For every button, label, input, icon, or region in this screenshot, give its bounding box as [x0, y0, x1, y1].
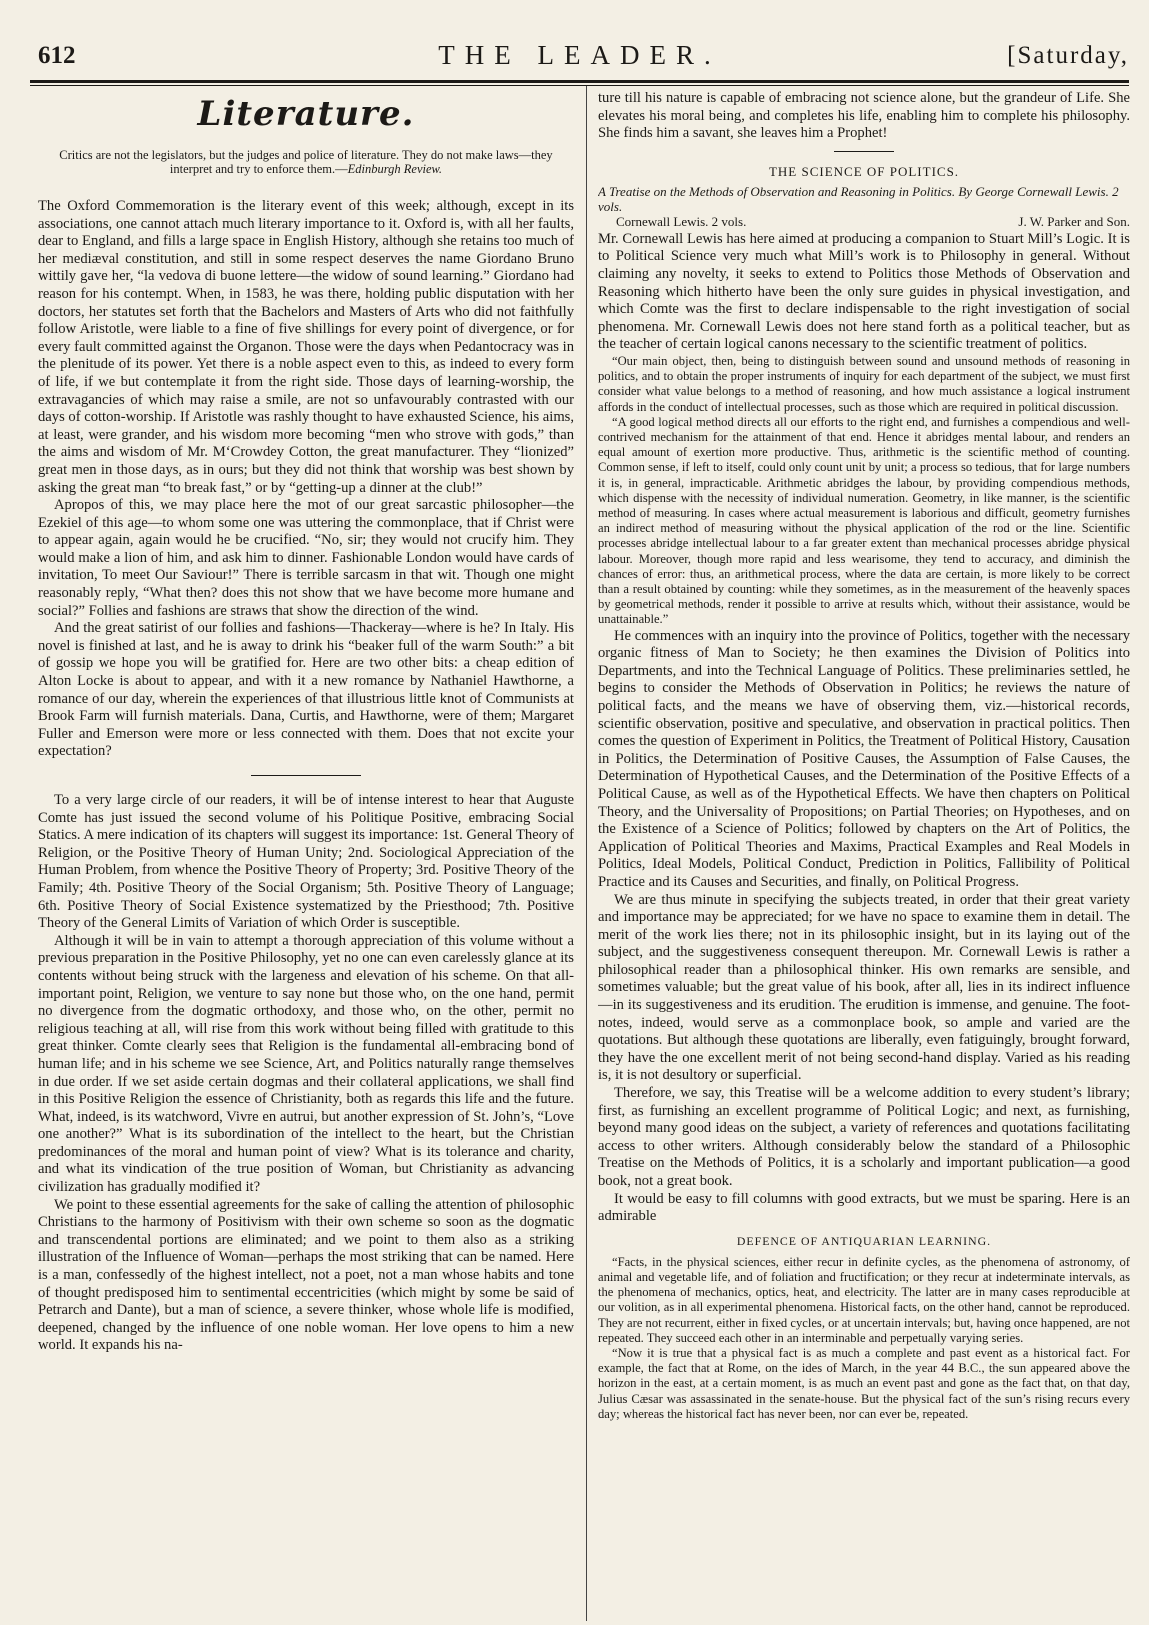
section-separator	[834, 151, 894, 152]
masthead-rule-thin	[30, 85, 1129, 86]
masthead-rule-thick	[30, 80, 1129, 83]
book-publication-line	[598, 214, 1130, 229]
extract-paragraph: “Now it is true that a physical fact is as much a complete and past event as a historical fact. For example, the fact that at Rome, on the ides of March, in the year 44 B.C., the sun appeared above the horizon in the east, at a certain moment, is as much an event past and gone as the fact that, on that day, Julius Cæsar was assassinated in the senate-house. But the physical fact of the sun’s rising recurs every day; whereas the historical fact has never been, nor can ever be, repeated.	[598, 1346, 1130, 1421]
masthead	[30, 36, 1129, 80]
extract-heading: DEFENCE OF ANTIQUARIAN LEARNING.	[736, 1233, 992, 1248]
book-publisher: J. W. Parker and Son.	[1018, 213, 1130, 229]
review-paragraph: It would be easy to fill columns with good extracts, but we must be sparing. Here is an admirable	[598, 1190, 1130, 1225]
review-paragraph: Therefore, we say, this Treatise will be a welcome addition to every student’s library; first, as furnishing an excellent programme of Political Logic; and next, as furnishing, beyond many good ideas on the subject, a variety of references and quotations facilitating access to other writers. Although considerably below the standard of a Philosophic Treatise on the Methods of Politics, it is a scholarly and important publication—a good book, not a great book.	[598, 1085, 1130, 1189]
review-quote: “A good logical method directs all our efforts to the right end, and furnishes a compendious and well-contrived mechanism for the attainment of that end. Hence it abridges mental labour, and renders an equal amount of exertion more productive. Thus, arithmetic is the scientific method of counting. Common sense, if left to itself, could only count unit by unit; a process so tedious, that for large numbers it is, in general, impracticable. Arithmetic abridges the labour, by providing compendious methods, which dispense with the necessity of individual numeration. Geometry, in like manner, is the scientific method of measuring. In cases where actual measurement is laborious and difficult, geometry furnishes an indirect method of measuring without the physical application of the rod or the line. Scientific processes abridge intellectual labour to a far greater extent than mechanical processes abridge physical labour. Moreover, though more rapid and less wearisome, they tend to accuracy, and diminish the chances of error: thus, an arithmetical process, where the data are certain, is more likely to be correct than a result obtained by counting: while they sometimes, as in the measurement of the heavenly spaces by geometrical methods, render it possible to arrive at results which, without their assistance, would be unattainable.”	[598, 414, 1130, 627]
extract-paragraph: “Facts, in the physical sciences, either recur in definite cycles, as the phenomena of astronomy, of animal and vegetable life, and of foliation and fructification; or they recur at indeterminate intervals, as the phenomena of mechanics, optics, heat, and electricity. The latter are in many cases reproducible at our volition, as in all experimental phenomena. Historical facts, on the other hand, cannot be reproduced. They are not recurrent, either in fixed cycles, or at uncertain intervals; but, having once happened, are not repeated. They succeed each other in an interminable and perpetually varying series.	[598, 1254, 1130, 1345]
epigraph	[50, 148, 562, 176]
review-paragraph: He commences with an inquiry into the province of Politics, together with the necessary organic fitness of Man to Society; he then examines the Division of Politics into Departments, and into the Technical Language of Politics. These preliminaries settled, he begins to consider the Methods of Observation in Politics; he reviews the nature of political facts, and the means we have of observing them, viz.—historical records, scientific observation, positive and speculative, and observation in practical politics. Then comes the question of Experiment in Politics, the Treatment of Political History, Causation in Politics, the Determination of Positive Causes, the Assumption of False Causes, the Determination of Hypothetical Causes, and the Determination of the Positive Effects of a Political Cause, as well as of the Hypothetical Effects. We have then chapters on Political Theory, and the Universality of Propositions; on Partial Theories; on Hypotheses, and on the Existence of a Science of Politics; followed by chapters on the Art of Politics, the Application of Political Theories and Maxims, Practical Examples and Real Models in Politics, Ideal Models, Political Conduct, Prediction in Politics, Fallibility of Political Practice and its Causes and Securities, and finally, on Political Progress.	[598, 627, 1130, 890]
book-title: A Treatise on the Methods of Observation and Reasoning in Politics. By George Cornewall Lewis. 2 vols.	[598, 183, 1119, 214]
article-paragraph: We point to these essential agreements for the sake of calling the attention of philosophic Christians to the harmony of Positivism with their own scheme so soon as the dogmatic and transcendental portions are eliminated; and we point to them also as a striking illustration of the Influence of Woman—perhaps the most striking that can be named. Here is a man, confessedly of the highest intellect, not a poet, not a man whose habits and tone of thought predisposed him to sentimental eccentricities (which might by some be said of Petrarch and Dante), but a man of science, a severe thinker, whose whole life is modified, deepened, changed by the influence of one noble woman. Her love opens to him a new world. It expands his na-	[38, 1196, 574, 1354]
epigraph-text: Critics are not the legislators, but the judges and police of literature. They do not make laws—they interpret and try to enforce them.—	[59, 148, 553, 176]
newspaper-title: THE LEADER.	[438, 40, 721, 70]
review-heading: THE SCIENCE OF POLITICS.	[768, 163, 960, 179]
review-paragraph: We are thus minute in specifying the subjects treated, in order that their great variety and importance may be appreciated; for we have no space to examine them in detail. The merit of the work lies there; not in its philosophic insight, but in its laying out of the subject, and the suggestiveness consequent thereupon. Mr. Cornewall Lewis is rather a philosophical reader than a philosophical thinker. His own remarks are sensible, and sometimes valuable; but the great value of his book, after all, lies in its indirect influence—in its suggestiveness and its erudition. The erudition is immense, and genuine. The foot-notes, indeed, would serve as a commonplace book, so ample and varied are the quotations. But although these quotations are liberally, even fatiguingly, brought forward, they have the one excellent merit of not being second-hand display. Varied as his reading is, it is not desultory or superficial.	[598, 891, 1130, 1084]
continued-paragraph: ture till his nature is capable of embracing not science alone, but the grandeur of Life. She elevates his moral being, and completes his life, enabling him to complete his philosophy. She finds him a savant, she leaves him a Prophet!	[598, 90, 1130, 142]
column-divider	[586, 86, 587, 1621]
article-paragraph: The Oxford Commemoration is the literary event of this week; although, except in its associations, one cannot attach much literary importance to it. Oxford is, with all her faults, dear to England, and fills a large space in English History, although she retains too much of her mediæval constitution, and still in some respect deserves the name Giordano Bruno wittily gave her, “la vedova di buone lettere—the widow of sound learning.” Giordano had reason for his contempt. When, in 1583, he was there, holding public disputation with her doctors, her statutes set forth that the Bachelors and Masters of Arts who did not faithfully follow Aristotle, were liable to a fine of five shillings for every point of divergence, or for every fault committed against the Organon. Those were the days when Pedantocracy was in the plenitude of its power. Yet there is a noble aspect even to this, as indeed to every form of life, if we but contemplate it from the right side. Those days of learning-worship, the extravagancies of which may raise a smile, are not so unfavourably contrasted with our days of cotton-worship. If Aristotle was rashly thought to have exhausted Science, his aims, at least, were grander, and his wisdom more becoming “men who strove with gods,” than the aims and wisdom of Mr. M‘Crowdey Cotton, the great manufacturer. They “lionized” great men in those days, as in ours; but they did not think that worship was best shown by asking the great man “to break fast,” or by “getting-up a dinner at the club!”	[38, 198, 574, 496]
left-column	[38, 90, 574, 1622]
article-paragraph: Although it will be in vain to attempt a thorough appreciation of this volume without a previous preparation in the Positive Philosophy, yet no one can even carelessly glance at its contents without being struck with the largeness and elevation of his scheme. On that all-important point, Religion, we venture to say none but those who, on the one hand, permit no divergence from the dogmatic orthodoxy, and those who, on the other, permit no religious teaching at all, will rise from this work without being filled with gratitude to this great thinker. Comte clearly sees that Religion is the fundamental all-embracing bond of human life; and in his scheme we see Science, Art, and Politics naturally range themselves in due order. If we set aside certain dogmas and their collateral applications, we shall find in this Positive Religion the essence of Christianity, both as regards this life and the future. What, indeed, is its watchword, Vivre en autrui, but another expression of St. John’s, “Love one another?” What is its subordination of the intellect to the heart, but the Christian predominances of the moral and human point of view? What is its tolerance and charity, and what its vindication of the true position of Woman, but Christianity as advancing civilization has gradually modified it?	[38, 932, 574, 1196]
article-paragraph: And the great satirist of our follies and fashions—Thackeray—where is he? In Italy. His novel is finished at last, and he is away to drink his “beaker full of the warm South:” a bit of gossip we hope you will be gratified for. Here are two other bits: a cheap edition of Alton Locke is about to appear, and with it a new romance by Nathaniel Hawthorne, a romance of our day, wherein the experiences of that illustrious little knot of Communists at Brook Farm will furnish materials. Dana, Curtis, and Hawthorne, were of them; Margaret Fuller and Emerson were more or less connected with them. Does that not excite your expectation?	[38, 620, 574, 760]
article-paragraph: Apropos of this, we may place here the mot of our great sarcastic philosopher—the Ezekiel of this age—to whom some one was uttering the commonplace, that if Christ were to appear again, again would he be crucified. “No, sir; they would not crucify him. They would make a lion of him, and ask him to dinner. Fashionable London would have cards of invitation, To meet Our Saviour!” There is terrible sarcasm in that wit. Though one might reasonably reply, “What then? does this not show that we have become more humane and social?” Follies and fashions are straws that show the direction of the wind.	[38, 497, 574, 619]
page-number: 612	[38, 42, 76, 69]
section-title: Literature.	[197, 94, 415, 134]
right-column	[598, 90, 1130, 1622]
book-author: Cornewall Lewis. 2 vols.	[616, 213, 747, 229]
review-intro: Mr. Cornewall Lewis has here aimed at producing a companion to Stuart Mill’s Logic. It is to Political Science very much what Mill’s work is to Philosophy in general. Without claiming any novelty, it seeks to extend to Politics those Methods of Observation and Reasoning which hitherto have been the only sure guides in physical investigation, and which Comte was the first to declare indispensable to the right investigation of social phenomena. Mr. Cornewall Lewis does not here stand forth as a political teacher, but as the teacher of certain logical canons necessary to the scientific treatment of politics.	[598, 230, 1130, 353]
issue-day: [Saturday,	[1007, 42, 1129, 69]
section-separator	[251, 775, 361, 776]
review-quote: “Our main object, then, being to distinguish between sound and unsound methods of reasoning in politics, and to obtain the proper instruments of inquiry for each department of the subject, we must first consider what value belongs to a method of reasoning, and how much assistance a logical instrument affords in the conduct of intellectual processes, such as those which are required in political discussion.	[598, 353, 1130, 414]
article-paragraph: To a very large circle of our readers, it will be of intense interest to hear that Auguste Comte has just issued the second volume of his Politique Positive, embracing Social Statics. A mere indication of its chapters will suggest its importance: 1st. General Theory of Religion, or the Positive Theory of Human Unity; 2nd. Sociological Appreciation of the Human Problem, from whence the Positive Theory of Property; 3rd. Positive Theory of the Family; 4th. Positive Theory of the Social Organism; 5th. Positive Theory of Language; 6th. Positive Theory of Social Existence systematized by the Priesthood; 7th. Positive Theory of the General Limits of Variation of which Order is susceptible.	[38, 792, 574, 932]
epigraph-source: Edinburgh Review.	[347, 162, 443, 176]
